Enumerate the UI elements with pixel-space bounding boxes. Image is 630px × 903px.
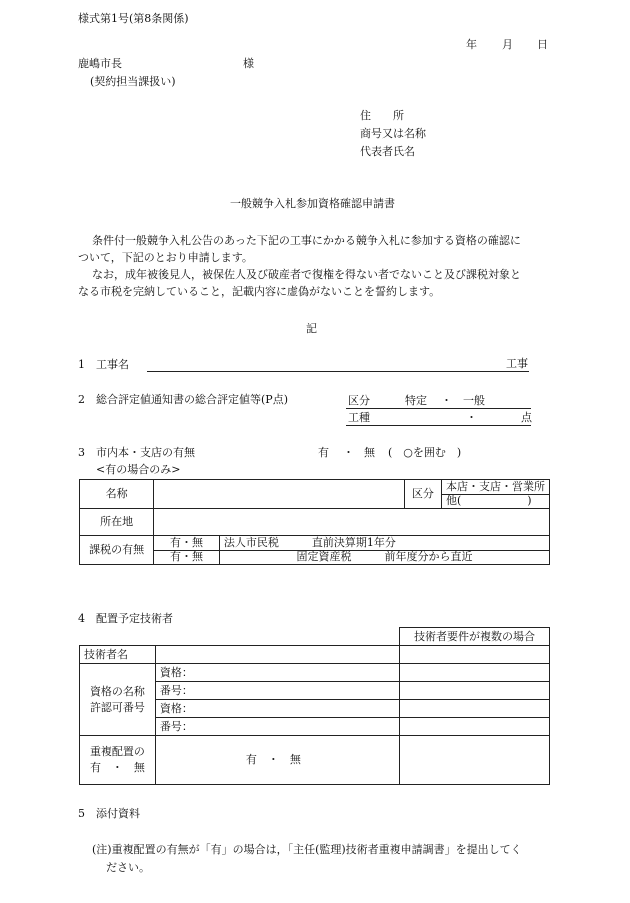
honorific: 様: [243, 57, 254, 70]
ki-heading: 記: [306, 322, 317, 335]
qualification-header: [80, 664, 156, 736]
branch-name-cell[interactable]: [154, 480, 405, 509]
footnote-line1: (注)重複配置の有無が「有」の場合は，「主任(監理)技術者重複申請調書」を提出してく: [92, 843, 522, 856]
koshu-line[interactable]: [346, 411, 531, 426]
item4-label: 4 配置予定技術者: [78, 612, 173, 625]
tax-row2-choice[interactable]: 有・無: [154, 550, 220, 565]
body-paragraph-1b: ついて，下記のとおり申請します。: [78, 251, 253, 264]
qualification-1-cell[interactable]: 資格：: [155, 664, 399, 682]
kubun-line: [346, 394, 531, 409]
body-paragraph-2b: なる市税を完納していること，記載内容に虚偽がないことを誓約します。: [78, 285, 441, 298]
duplicate-alt-cell[interactable]: [400, 736, 550, 785]
koshu-dot: ・: [466, 411, 477, 424]
document-title: 一般競争入札参加資格確認申請書: [230, 197, 395, 210]
location-header: 所在地: [80, 509, 154, 536]
qualification-2-alt-cell[interactable]: [400, 700, 550, 718]
koshu-label: 工種: [348, 411, 370, 424]
body-paragraph-2a: なお，成年被後見人，被保佐人及び破産者で復権を得ない者でないこと及び課税対象と: [92, 268, 521, 281]
qualification-2-cell[interactable]: 資格：: [155, 700, 399, 718]
form-number: 様式第1号(第8条関係): [78, 12, 189, 25]
kubun-dot: ・: [441, 394, 452, 407]
footnote-line2: ださい。: [106, 861, 150, 874]
date-month-label: 月: [502, 38, 513, 51]
number-2-alt-cell[interactable]: [400, 718, 550, 736]
item1-label: 1 工事名: [78, 358, 129, 371]
applicant-rep-label: 代表者氏名: [360, 145, 415, 158]
circle-note: ( ○を囲む ): [388, 446, 462, 459]
only-if-yes-note: <有の場合のみ>: [96, 463, 181, 476]
construction-name-line[interactable]: [147, 371, 529, 372]
tax-row2-text: 固定資産税 前年度分から直近: [219, 550, 549, 565]
tokutei-option[interactable]: 特定: [405, 394, 427, 407]
branch-table: [79, 479, 550, 565]
date-year-label: 年: [466, 38, 477, 51]
applicant-address-label: 住 所: [360, 109, 404, 122]
kubun-label: 区分: [348, 394, 370, 407]
tax-header: 課税の有無: [80, 536, 154, 565]
engineer-name-header: 技術者名: [80, 646, 156, 664]
applicant-company-label: 商号又は名称: [360, 127, 426, 140]
branch-type-options[interactable]: 本店・支店・営業所: [441, 480, 549, 495]
duplicate-assignment-header: [80, 736, 156, 785]
item3-label: 3 市内本・支店の有無: [78, 446, 195, 459]
branch-no-option[interactable]: 無: [364, 446, 375, 459]
qualification-label: 資格の名称: [89, 684, 145, 698]
duplicate-line2: 有 ・ 無: [89, 761, 145, 774]
ippan-option[interactable]: 一般: [463, 394, 485, 407]
branch-dot: ・: [343, 446, 354, 459]
branch-other-option[interactable]: 他( ): [441, 494, 549, 509]
tax-row1-text: 法人市民税 直前決算期1年分: [219, 536, 549, 551]
addressee: 鹿嶋市長: [78, 57, 122, 70]
date-day-label: 日: [537, 38, 548, 51]
engineer-table: [79, 627, 550, 785]
branch-yes-option[interactable]: 有: [318, 446, 329, 459]
qualification-1-alt-cell[interactable]: [400, 664, 550, 682]
number-2-cell[interactable]: 番号：: [155, 718, 399, 736]
points-unit: 点: [521, 411, 532, 424]
body-paragraph-1a: 条件付一般競争入札公告のあった下記の工事にかかる競争入札に参加する資格の確認に: [92, 234, 521, 247]
multiple-requirement-header: 技術者要件が複数の場合: [400, 628, 550, 646]
branch-name-header: 名称: [80, 480, 154, 509]
engineer-name-alt-cell[interactable]: [400, 646, 550, 664]
location-cell[interactable]: [154, 509, 550, 536]
number-1-cell[interactable]: 番号：: [155, 682, 399, 700]
duplicate-line1: 重複配置の: [89, 745, 145, 758]
item5-label: 5 添付資料: [78, 807, 140, 820]
department-note: (契約担当課扱い): [90, 75, 176, 88]
item1-suffix: 工事: [506, 357, 528, 370]
item2-label: 2 総合評定値通知書の総合評定値等(P点): [78, 393, 288, 406]
branch-kubun-header: 区分: [404, 480, 441, 509]
duplicate-choice-cell[interactable]: 有 ・ 無: [155, 736, 399, 785]
tax-row1-choice[interactable]: 有・無: [154, 536, 220, 551]
number-1-alt-cell[interactable]: [400, 682, 550, 700]
engineer-name-cell[interactable]: [155, 646, 399, 664]
permit-number-label: 許認可番号: [89, 700, 145, 714]
